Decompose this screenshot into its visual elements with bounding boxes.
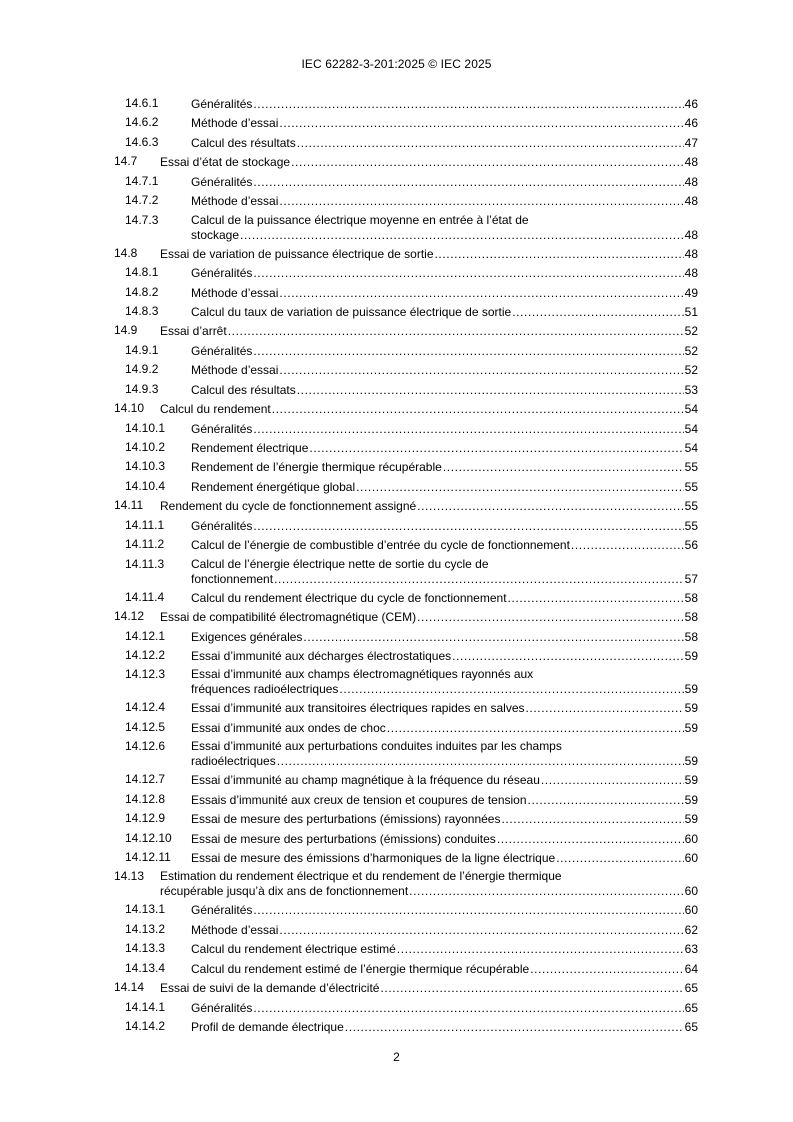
toc-entry-title: Rendement électrique (191, 441, 309, 455)
toc-entry[interactable] (114, 665, 698, 698)
toc-entry-title: stockage (191, 227, 240, 242)
page-number: 2 (393, 1050, 400, 1064)
toc-dot-leader (277, 754, 684, 768)
toc-entry-title: Essai de mesure des perturbations (émissions) rayonnées (191, 812, 501, 827)
toc-entry-title: Calcul du rendement (160, 402, 271, 417)
toc-entry[interactable] (114, 959, 698, 978)
toc-entry-line (191, 942, 698, 956)
toc-entry-line (191, 305, 698, 319)
toc-entry-line (191, 363, 698, 377)
toc-entry-title: Rendement énergétique global (191, 479, 356, 494)
toc-entry-title: Méthode d’essai (191, 194, 279, 209)
toc-dot-leader (253, 519, 683, 533)
toc-entry-page: 59 (684, 701, 698, 716)
toc-entry-page: 62 (684, 922, 698, 937)
toc-dot-leader (417, 610, 684, 624)
toc-dot-leader (526, 701, 684, 715)
toc-entry-title: radioélectriques (191, 754, 276, 769)
toc-entry-page: 52 (684, 363, 698, 378)
toc-entry-line (191, 519, 698, 533)
toc-entry[interactable] (114, 998, 698, 1017)
toc-entry-page: 48 (684, 246, 698, 261)
toc-entry-page: 55 (684, 518, 698, 533)
toc-entry[interactable] (114, 809, 698, 828)
toc-entry-number: 14.6.3 (125, 134, 159, 149)
toc-entry-line (191, 721, 698, 735)
toc-entry[interactable] (114, 737, 698, 770)
toc-entry-title: Rendement de l’énergie thermique récupérable (191, 460, 442, 475)
toc-entry-title: Généralités (191, 421, 253, 436)
toc-entry-number: 14.9 (114, 323, 138, 338)
toc-entry-number: 14.13.4 (125, 960, 166, 975)
toc-dot-leader (452, 649, 684, 663)
toc-entry-page: 49 (684, 285, 698, 300)
toc-dot-leader (297, 136, 684, 150)
toc-entry-number: 14.8.3 (125, 303, 159, 318)
toc-dot-leader (345, 1020, 684, 1034)
toc-entry-title: Généralités (191, 174, 253, 189)
toc-entry-line (160, 155, 698, 169)
toc-entry-number: 14.6.2 (125, 115, 159, 130)
toc-entry-number: 14.11.4 (125, 589, 165, 604)
toc-entry-page: 48 (684, 194, 698, 209)
toc-entry[interactable] (114, 646, 698, 665)
toc-entry[interactable] (114, 1017, 698, 1036)
toc-entry-page: 52 (684, 324, 698, 339)
toc-entry-title: Calcul du taux de variation de puissance électrique de sortie (191, 304, 512, 319)
toc-entry-title: Calcul du rendement électrique du cycle de fonctionnement (191, 590, 507, 605)
toc-entry-line (191, 538, 698, 552)
toc-entry-page: 52 (684, 343, 698, 358)
toc-entry-number: 14.12.3 (125, 667, 166, 682)
toc-dot-leader (397, 942, 684, 956)
toc-entry[interactable] (114, 211, 698, 244)
toc-entry-number: 14.9.1 (125, 342, 159, 357)
toc-entry-number: 14.9.2 (125, 362, 159, 377)
toc-entry-title: Généralités (191, 518, 253, 533)
toc-dot-leader (309, 441, 683, 455)
toc-entry-page: 58 (684, 629, 698, 644)
toc-entry-page: 59 (684, 792, 698, 807)
toc-entry-title: fréquences radioélectriques (191, 682, 339, 697)
toc-entry-page: 64 (684, 961, 698, 976)
toc-entry[interactable] (114, 380, 698, 399)
toc-entry-page: 51 (684, 304, 698, 319)
toc-entry-number: 14.12.6 (125, 739, 166, 754)
toc-entry-line (191, 1001, 698, 1015)
toc-dot-leader (435, 247, 684, 261)
toc-entry-line (191, 97, 698, 111)
toc-entry-line (191, 572, 698, 586)
toc-entry[interactable] (114, 438, 698, 457)
toc-entry-page: 48 (684, 174, 698, 189)
toc-entry[interactable] (114, 978, 698, 997)
toc-entry[interactable] (114, 535, 698, 554)
toc-entry-number: 14.10.4 (125, 478, 166, 493)
toc-entry-line (160, 247, 698, 261)
toc-entry-page: 56 (684, 538, 698, 553)
toc-dot-leader (228, 324, 684, 338)
toc-entry-page: 59 (684, 754, 698, 769)
toc-entry-line (191, 228, 698, 242)
toc-entry-title-first-line: Essai d’immunité aux champs électromagnétiques rayonnés aux (191, 667, 534, 682)
toc-dot-leader (279, 286, 683, 300)
toc-entry-number: 14.13.3 (125, 941, 166, 956)
toc-entry-line (191, 286, 698, 300)
toc-dot-leader (279, 194, 683, 208)
toc-entry-title: Calcul du rendement électrique estimé (191, 942, 396, 957)
toc-entry-line (191, 851, 698, 865)
toc-entry[interactable] (114, 477, 698, 496)
toc-entry-page: 58 (684, 590, 698, 605)
toc-entry-title: Généralités (191, 343, 253, 358)
toc-entry-number: 14.14.2 (125, 1019, 166, 1034)
toc-entry-number: 14.12.7 (125, 772, 166, 787)
toc-entry[interactable] (114, 419, 698, 438)
toc-entry-title: Essai de mesure des perturbations (émissions) conduites (191, 831, 496, 846)
toc-entry[interactable] (114, 283, 698, 302)
toc-entry[interactable] (114, 360, 698, 379)
toc-entry[interactable] (114, 829, 698, 848)
toc-entry-line (191, 812, 698, 826)
toc-entry[interactable] (114, 627, 698, 646)
toc-dot-leader (274, 572, 684, 586)
toc-entry-line (191, 630, 698, 644)
toc-entry-number: 14.12.9 (125, 811, 166, 826)
toc-entry-page: 55 (684, 479, 698, 494)
toc-entry[interactable] (114, 133, 698, 152)
toc-dot-leader (253, 266, 683, 280)
toc-entry-title: Calcul des résultats (191, 135, 296, 150)
toc-dot-leader (303, 630, 683, 644)
toc-dot-leader (279, 363, 683, 377)
toc-entry-line (191, 116, 698, 130)
toc-entry-title: Essais d’immunité aux creux de tension et coupures de tension (191, 792, 527, 807)
toc-entry-title: Profil de demande électrique (191, 1020, 344, 1035)
toc-entry-number: 14.8 (114, 245, 138, 260)
toc-entry-line (160, 884, 698, 898)
toc-entry-number: 14.10.2 (125, 440, 166, 454)
toc-entry-page: 46 (684, 97, 698, 111)
toc-entry-line (191, 441, 698, 455)
toc-entry-page: 57 (684, 571, 698, 586)
toc-entry[interactable] (114, 770, 698, 789)
toc-entry-number: 14.13.1 (125, 902, 166, 917)
table-of-contents (114, 94, 698, 1037)
toc-entry-page: 54 (684, 421, 698, 436)
toc-entry-number: 14.10.1 (125, 420, 166, 435)
toc-entry-line (191, 649, 698, 663)
toc-entry[interactable] (114, 900, 698, 919)
toc-entry-line (191, 682, 698, 696)
toc-entry-line (191, 903, 698, 917)
toc-entry-page: 60 (684, 884, 698, 899)
toc-dot-leader (253, 903, 683, 917)
toc-entry-line (191, 923, 698, 937)
toc-entry-title: Calcul des résultats (191, 382, 296, 397)
toc-entry-number: 14.12.8 (125, 791, 166, 806)
toc-entry-number: 14.6.1 (125, 96, 159, 110)
toc-dot-leader (387, 721, 684, 735)
toc-entry[interactable] (114, 848, 698, 867)
toc-entry-number: 14.11 (114, 498, 144, 513)
toc-dot-leader (380, 981, 683, 995)
toc-entry-line (160, 324, 698, 338)
toc-entry-line (191, 194, 698, 208)
toc-entry[interactable] (114, 939, 698, 958)
toc-entry-page: 59 (684, 648, 698, 663)
toc-dot-leader (556, 851, 683, 865)
toc-entry-page: 58 (684, 610, 698, 625)
toc-entry[interactable] (114, 516, 698, 535)
toc-entry-title-first-line: Essai d’immunité aux perturbations conduites induites par les champs (191, 739, 562, 754)
toc-entry-number: 14.10 (114, 401, 145, 416)
toc-entry[interactable] (114, 920, 698, 939)
toc-entry[interactable] (114, 302, 698, 321)
toc-dot-leader (528, 793, 684, 807)
toc-entry-number: 14.12.10 (125, 830, 172, 845)
toc-dot-leader (530, 962, 683, 976)
toc-entry-number: 14.8.1 (125, 265, 159, 280)
toc-dot-leader (279, 116, 683, 130)
toc-entry-line (191, 136, 698, 150)
toc-dot-leader (356, 480, 684, 494)
toc-entry-number: 14.7 (114, 154, 138, 169)
toc-entry[interactable] (114, 172, 698, 191)
toc-dot-leader (253, 422, 683, 436)
toc-entry-line (160, 981, 698, 995)
toc-entry-line (191, 701, 698, 715)
toc-dot-leader (571, 538, 684, 552)
toc-entry-page: 59 (684, 682, 698, 697)
toc-entry-title: Méthode d’essai (191, 285, 279, 300)
toc-dot-leader (541, 773, 684, 787)
toc-entry-number: 14.11.1 (125, 517, 165, 532)
toc-entry-number: 14.14.1 (125, 999, 166, 1014)
toc-dot-leader (297, 383, 684, 397)
toc-entry-page: 65 (684, 981, 698, 996)
toc-dot-leader (501, 812, 683, 826)
toc-entry-title: récupérable jusqu’à dix ans de fonctionnement (160, 884, 409, 899)
toc-entry[interactable] (114, 321, 698, 340)
toc-entry-number: 14.12.11 (125, 850, 171, 864)
toc-entry-line (191, 422, 698, 436)
toc-entry-page: 65 (684, 1000, 698, 1015)
toc-dot-leader (291, 155, 684, 169)
toc-entry-line (191, 591, 698, 605)
toc-entry-line (191, 1020, 698, 1034)
toc-entry-number: 14.7.3 (125, 212, 159, 227)
toc-entry-title: Essai d’immunité aux ondes de choc (191, 720, 386, 735)
toc-entry-title: Essai de suivi de la demande d’électricité (160, 981, 380, 996)
toc-entry[interactable] (114, 244, 698, 263)
toc-entry[interactable] (114, 867, 698, 900)
toc-entry-title: Méthode d’essai (191, 922, 279, 937)
toc-entry-page: 53 (684, 382, 698, 397)
toc-entry-page: 48 (684, 155, 698, 170)
toc-dot-leader (512, 305, 683, 319)
toc-entry-line (191, 344, 698, 358)
toc-entry-title-first-line: Estimation du rendement électrique et du rendement de l’énergie thermique (160, 869, 562, 884)
toc-entry-number: 14.12.4 (125, 700, 166, 715)
toc-entry-title: Calcul de l’énergie de combustible d’entrée du cycle de fonctionnement (191, 538, 570, 553)
toc-entry-line (191, 793, 698, 807)
toc-entry-number: 14.13 (114, 869, 145, 884)
toc-entry[interactable] (114, 496, 698, 515)
toc-entry-title: Essai de variation de puissance électrique de sortie (160, 246, 434, 261)
toc-entry-title: Essai de mesure des émissions d’harmoniques de la ligne électrique (191, 851, 556, 865)
toc-entry-line (160, 610, 698, 624)
toc-entry-number: 14.7.2 (125, 193, 159, 208)
toc-dot-leader (253, 175, 683, 189)
toc-entry[interactable] (114, 191, 698, 210)
toc-entry-page: 55 (684, 499, 698, 514)
toc-entry-title: Essai d’arrêt (160, 324, 227, 339)
toc-entry-page: 63 (684, 942, 698, 957)
toc-entry-number: 14.14 (114, 980, 145, 995)
toc-entry-page: 65 (684, 1020, 698, 1035)
toc-entry-line (191, 962, 698, 976)
toc-entry[interactable] (114, 152, 698, 171)
toc-entry-page: 48 (684, 266, 698, 281)
toc-entry-page: 48 (684, 227, 698, 242)
page-header: IEC 62282-3-201:2025 © IEC 2025 (301, 57, 492, 71)
toc-entry-line (191, 480, 698, 494)
toc-entry-title: Essai de compatibilité électromagnétique (CEM) (160, 610, 417, 625)
toc-entry-number: 14.10.3 (125, 459, 166, 474)
toc-entry-line (160, 499, 698, 513)
toc-entry-title: Exigences générales (191, 629, 303, 644)
toc-entry[interactable] (114, 588, 698, 607)
toc-entry[interactable] (114, 607, 698, 626)
toc-entry-number: 14.12 (114, 609, 145, 624)
toc-entry[interactable] (114, 94, 698, 113)
toc-entry-line (191, 460, 698, 474)
toc-entry-line (160, 402, 698, 416)
toc-entry-line (191, 266, 698, 280)
toc-entry-number: 14.7.1 (125, 173, 159, 188)
toc-entry-page: 59 (684, 773, 698, 788)
toc-entry[interactable] (114, 457, 698, 476)
toc-entry-title: fonctionnement (191, 571, 274, 586)
toc-entry-page: 60 (684, 903, 698, 918)
toc-entry-title: Essai d’immunité aux transitoires électriques rapides en salves (191, 701, 525, 716)
toc-entry-title: Généralités (191, 266, 253, 281)
toc-entry[interactable] (114, 263, 698, 282)
toc-entry-title: Généralités (191, 97, 253, 111)
toc-entry-page: 55 (684, 460, 698, 475)
toc-entry[interactable] (114, 790, 698, 809)
toc-dot-leader (508, 591, 684, 605)
toc-entry[interactable] (114, 718, 698, 737)
toc-entry-number: 14.12.5 (125, 719, 166, 734)
toc-entry-title: Essai d’immunité aux décharges électrostatiques (191, 648, 452, 663)
toc-entry[interactable] (114, 113, 698, 132)
toc-entry-page: 60 (684, 851, 698, 865)
toc-entry-page: 54 (684, 402, 698, 417)
toc-entry-number: 14.13.2 (125, 921, 166, 936)
toc-entry-title: Calcul du rendement estimé de l’énergie thermique récupérable (191, 961, 530, 976)
toc-entry-title: Méthode d’essai (191, 363, 279, 378)
toc-entry-title-first-line: Calcul de la puissance électrique moyenne en entrée à l’état de (191, 212, 529, 227)
toc-dot-leader (253, 344, 683, 358)
toc-entry[interactable] (114, 341, 698, 360)
toc-dot-leader (443, 460, 684, 474)
toc-entry-title: Essai d’état de stockage (160, 155, 291, 170)
toc-entry-page: 47 (684, 135, 698, 150)
toc-entry-title: Méthode d’essai (191, 116, 279, 131)
toc-entry-line (191, 773, 698, 787)
toc-entry-line (191, 175, 698, 189)
toc-entry-title: Généralités (191, 903, 253, 918)
toc-dot-leader (417, 499, 683, 513)
toc-entry[interactable] (114, 555, 698, 588)
toc-entry-page: 54 (684, 441, 698, 455)
toc-entry-page: 46 (684, 116, 698, 131)
toc-entry-number: 14.12.1 (125, 628, 166, 643)
toc-dot-leader (272, 402, 684, 416)
toc-entry-title: Essai d’immunité au champ magnétique à la fréquence du réseau (191, 773, 540, 788)
toc-entry-page: 59 (684, 720, 698, 735)
toc-entry-title: Généralités (191, 1000, 253, 1015)
toc-entry-title-first-line: Calcul de l’énergie électrique nette de sortie du cycle de (191, 556, 489, 571)
toc-dot-leader (497, 832, 684, 846)
toc-entry-number: 14.8.2 (125, 284, 159, 299)
toc-dot-leader (279, 923, 683, 937)
toc-entry-number: 14.12.2 (125, 647, 166, 662)
toc-dot-leader (409, 884, 683, 898)
toc-entry-title: Rendement du cycle de fonctionnement assigné (160, 499, 417, 514)
toc-entry-page: 60 (684, 831, 698, 846)
toc-entry-number: 14.11.2 (125, 537, 165, 552)
toc-dot-leader (339, 682, 683, 696)
toc-entry-number: 14.11.3 (125, 556, 165, 571)
toc-entry[interactable] (114, 399, 698, 418)
toc-entry-page: 59 (684, 812, 698, 827)
toc-entry-line (191, 832, 698, 846)
toc-entry[interactable] (114, 698, 698, 717)
toc-entry-number: 14.9.3 (125, 381, 159, 396)
toc-dot-leader (253, 97, 683, 111)
toc-dot-leader (253, 1001, 683, 1015)
toc-entry-line (191, 754, 698, 768)
toc-entry-line (191, 383, 698, 397)
toc-dot-leader (240, 228, 684, 242)
